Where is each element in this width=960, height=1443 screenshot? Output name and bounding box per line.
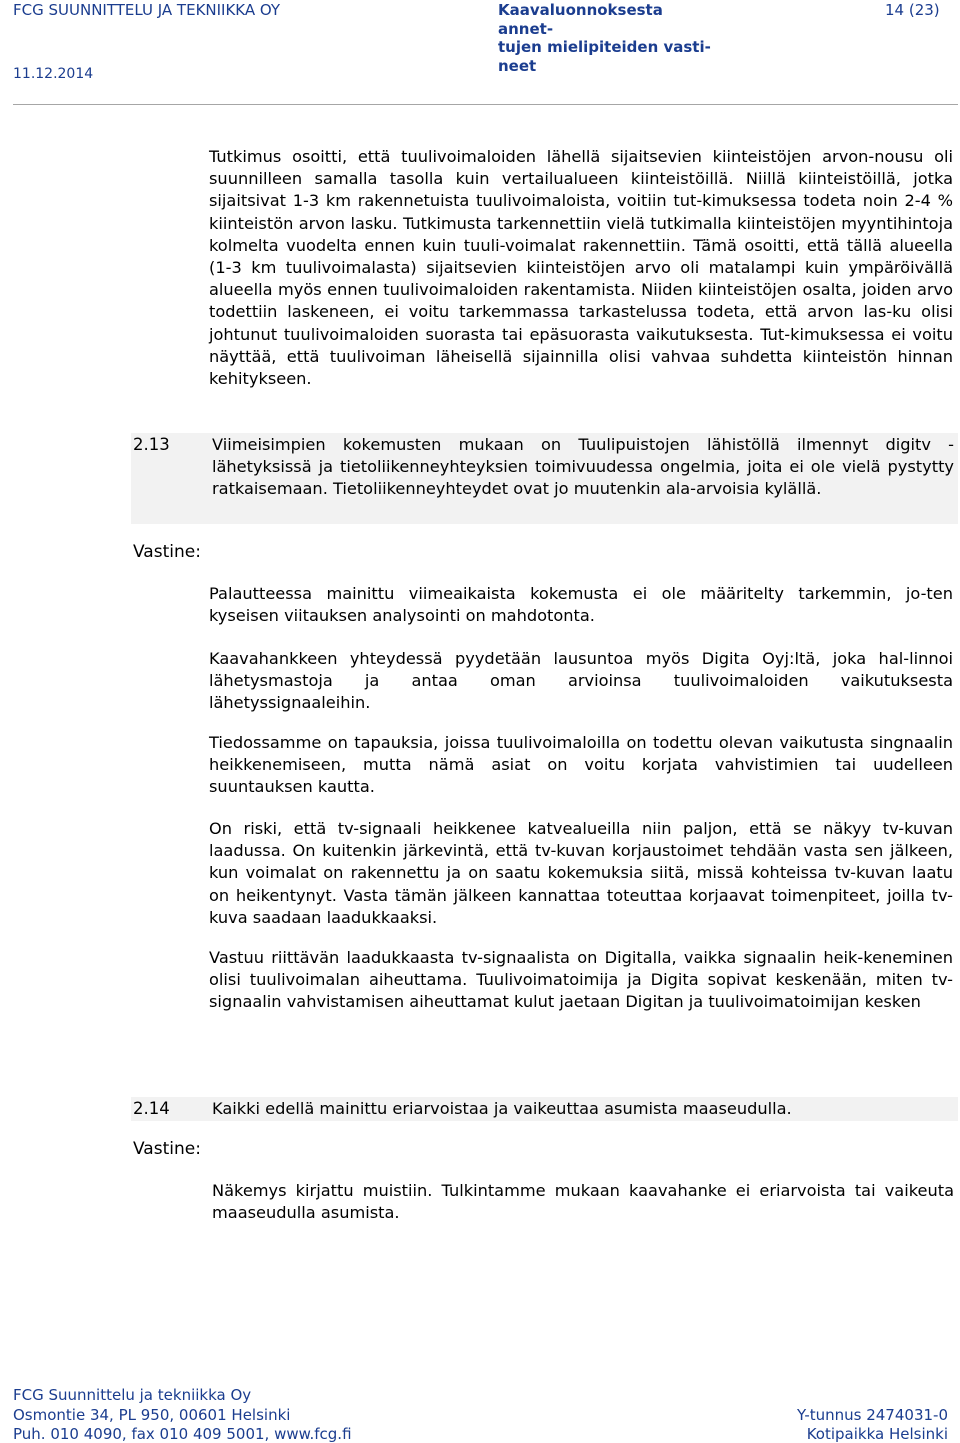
item-number: 2.13 [133,435,170,454]
response-paragraph: Kaavahankkeen yhteydessä pyydetään lausuntoa myös Digita Oyj:ltä, joka hal-linnoi lähetysmastoja ja antaa oman arvioinsa tuulivoimaloiden vaikutuksesta lähetyssignaaleihin. [209,649,953,713]
response-paragraph: Palautteessa mainittu viimeaikaista kokemusta ei ole määritelty tarkemmin, jo-ten kyseisen viitauksen analysointi on mahdotonta. [209,584,953,626]
response-paragraph: On riski, että tv-signaali heikkenee katvealueilla niin paljon, että se näkyy tv-kuvan laadussa. On kuitenkin järkevintä, että tv-kuvan korjaustoimet tehdään vasta sen jälkeen, kun voimalat on rakennettu ja on saatu kokemuksia siitä, missä kohteissa tv-kuvan laatu on heikentynyt. Vasta tämän jälkeen kannattaa toteuttaa korjaavat toimenpiteet, joilla tv-kuva saadaan laadukkaaksi. [209,819,953,927]
document-title [498,1,713,75]
intro-paragraph: Tutkimus osoitti, että tuulivoimaloiden lähellä sijaitsevien kiinteistöjen arvon-nousu oli suunnilleen samalla tasolla kuin vertailualueen kiinteistöillä. Niillä kiinteistöillä, jotka sijaitsivat 1-3 km rakennetuista tuulivoimaloista, voitiin tut-kimuksessa todeta noin 2-4 % kiinteistön arvon lasku. Tutkimusta tarkennettiin vielä tutkimalla kiinteistöjen myyntihintoja kolmelta vuodelta ennen kuin tuuli-voimalat rakennettiin. Tämä osoitti, että tällä alueella (1-3 km tuulivoimalasta) sijaitsevien kiinteistöjen arvo oli matalampi kuin ympäröivällä alueella myös ennen tuulivoimaloiden rakentamista. Niiden kiinteistöjen osalta, joiden arvo todettiin laskeneen, ei voitu tarkemmassa tarkastelussa todeta, että arvon las-ku olisi johtunut tuulivoimaloiden suorasta tai epäsuorasta vaikutuksesta. Tut-kimuksessa ei voitu näyttää, että tuulivoiman läheisellä sijainnilla olisi vahvaa suhdetta kiinteistön hinnan kehitykseen. [209,147,953,389]
item-number: 2.14 [133,1099,170,1118]
footer-domicile: Kotipaikka Helsinki [806,1425,948,1443]
response-paragraph: Näkemys kirjattu muistiin. Tulkintamme mukaan kaavahanke ei eriarvoista tai vaikeuta maaseudulla asumista. [212,1181,954,1223]
response-paragraph: Tiedossamme on tapauksia, joissa tuulivoimaloilla on todettu olevan vaikutusta singnaalin heikkenemiseen, mutta nämä asiat on voitu korjata vahvistimien tai uudelleen suuntauksen kautta. [209,733,953,797]
header-company: FCG SUUNNITTELU JA TEKNIIKKA OY [13,1,281,19]
document-title-line: tujen mielipiteiden vasti- [498,38,711,56]
footer-company: FCG Suunnittelu ja tekniikka Oy [13,1386,252,1404]
response-paragraph: Vastuu riittävän laadukkaasta tv-signaalista on Digitalla, vaikka signaalin heik-keneminen olisi tuulivoimalan aiheuttama. Tuulivoimatoimija ja Digita sopivat keskenään, miten tv-signaalin vahvistamisen aiheuttamat kulut jaetaan Digitan ja tuulivoimatoimijan kesken [209,948,953,1012]
item-statement: Kaikki edellä mainittu eriarvoistaa ja vaikeuttaa asumista maaseudulla. [212,1099,792,1118]
document-title-line: neet [498,56,537,75]
header-divider [13,104,958,105]
footer-business-id: Y-tunnus 2474031-0 [796,1406,948,1424]
footer-contact: Puh. 010 4090, fax 010 409 5001, www.fcg.fi [13,1425,352,1443]
page-number: 14 (23) [885,1,940,19]
vastine-label: Vastine: [133,1139,201,1159]
vastine-label: Vastine: [133,542,201,562]
item-statement: Viimeisimpien kokemusten mukaan on Tuulipuistojen lähistöllä ilmennyt digitv - lähetyksissä ja tietoliikenneyhteyksien toimivuudessa ongelmia, joita ei ole vielä pystytty ratkaisemaan. Tietoliikenneyhteydet ovat jo muutenkin ala-arvoisia kylällä. [212,435,954,499]
document-title-line: Kaavaluonnoksesta annet- [498,1,663,38]
footer-address: Osmontie 34, PL 950, 00601 Helsinki [13,1406,291,1424]
document-date: 11.12.2014 [13,66,94,82]
